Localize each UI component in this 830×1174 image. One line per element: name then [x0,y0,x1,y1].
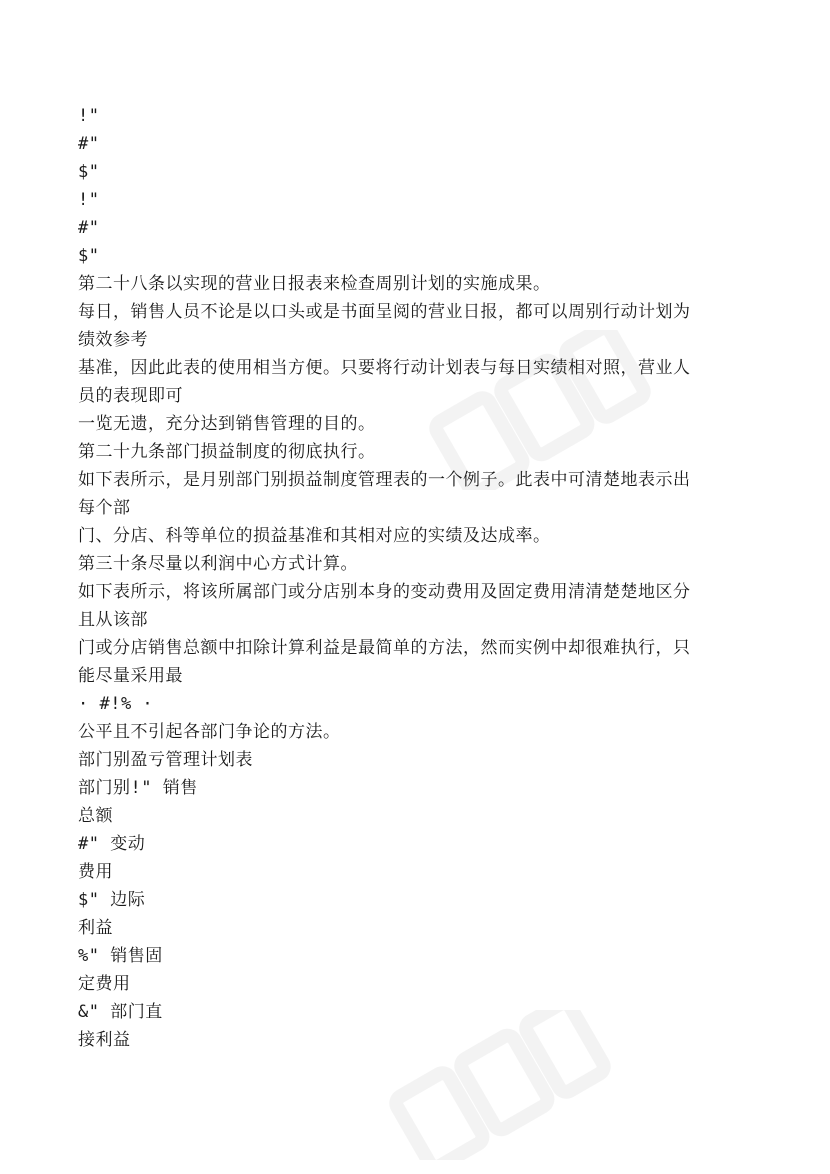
page-number-marker: · #!% · [78,694,154,714]
table-text-line: #" 变动 [78,834,146,854]
text-line: 公平且不引起各部门争论的方法。 [78,722,341,742]
table-text-line: 部门别!" 销售 [78,778,198,798]
article-29-heading: 第二十九条部门损益制度的彻底执行。 [78,442,376,462]
text-line: $" [78,162,100,182]
text-line: $" [78,246,100,266]
table-text-line: $" 边际 [78,890,146,910]
text-line: 如下表所示，是月别部门别损益制度管理表的一个例子。此表中可清楚地表示出 [78,470,691,490]
text-line: 一览无遗，充分达到销售管理的目的。 [78,414,376,434]
text-line: 且从该部 [78,610,148,630]
text-line: 能尽量采用最 [78,666,183,686]
text-line: 绩效参考 [78,330,148,350]
table-text-line: 费用 [78,862,113,882]
text-line: 每个部 [78,498,131,518]
table-text-line: %" 销售固 [78,946,163,966]
text-line: #" [78,134,100,154]
text-line: 门、分店、科等单位的损益基准和其相对应的实绩及达成率。 [78,526,551,546]
table-text-line: 接利益 [78,1030,131,1050]
table-text-line: 利益 [78,918,113,938]
document-body [78,102,768,1054]
table-text-line: &" 部门直 [78,1002,163,1022]
article-30-heading: 第三十条尽量以利润中心方式计算。 [78,554,358,574]
text-line: !" [78,190,100,210]
article-28-heading: 第二十八条以实现的营业日报表来检查周别计划的实施成果。 [78,274,551,294]
text-line: 基准，因此此表的使用相当方便。只要将行动计划表与每日实绩相对照，营业人 [78,358,691,378]
text-line: !" [78,106,100,126]
table-text-line: 定费用 [78,974,131,994]
table-text-line: 总额 [78,806,113,826]
text-line: #" [78,218,100,238]
text-line: 员的表现即可 [78,386,183,406]
text-line: 门或分店销售总额中扣除计算利益是最简单的方法，然而实例中却很难执行，只 [78,638,691,658]
text-line: 每日，销售人员不论是以口头或是书面呈阅的营业日报，都可以周别行动计划为 [78,302,691,322]
table-title: 部门别盈亏管理计划表 [78,750,253,770]
text-line: 如下表所示，将该所属部门或分店别本身的变动费用及固定费用清清楚楚地区分 [78,582,691,602]
